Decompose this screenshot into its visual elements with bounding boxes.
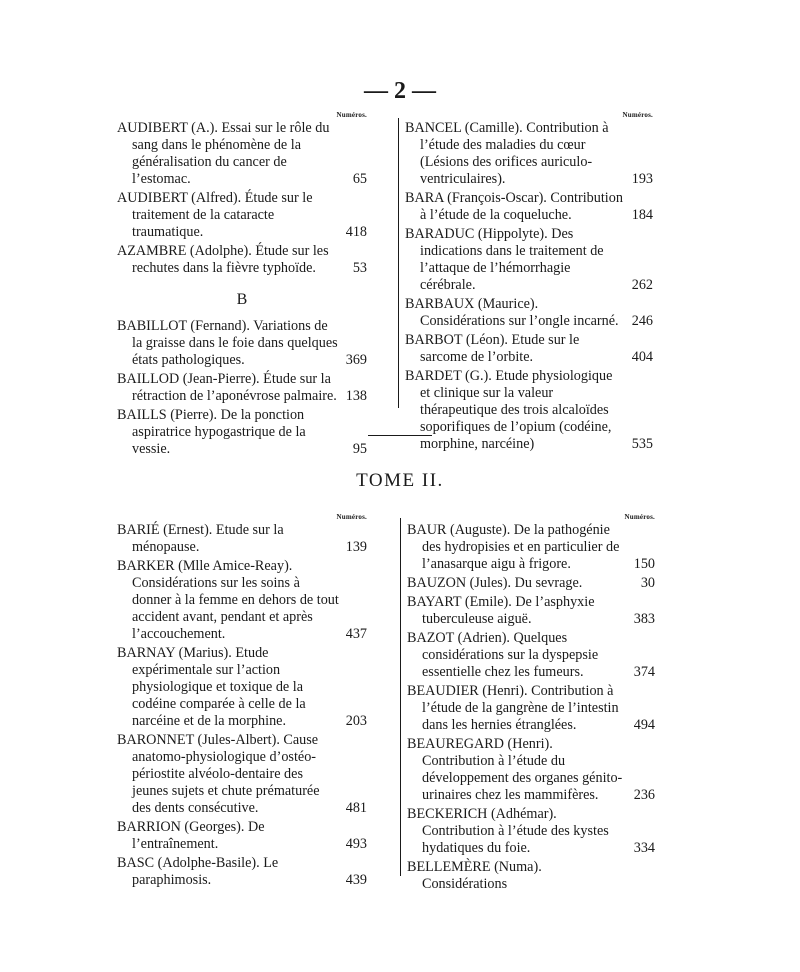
numeros-label: Numéros. [336, 513, 367, 521]
entry-text: BARBOT (Léon). Etude sur le sarcome de l’orbite. [405, 332, 580, 365]
entry-text: BAUZON (Jules). Du sevrage. [407, 575, 583, 591]
entry-number: 493 [345, 836, 367, 852]
entry-text: BARBAUX (Maurice). Considérations sur l’ongle incarné. [405, 296, 619, 329]
entry-text: BASC (Adolphe-Basile). Le paraphimosis. [117, 855, 279, 888]
entry-text: AZAMBRE (Adolphe). Étude sur les rechutes dans la fièvre typhoïde. [117, 243, 329, 276]
entry-number: 437 [345, 626, 367, 642]
entry-text: BECKERICH (Adhémar). Contribution à l’étude des kystes hydatiques du foie. [407, 806, 609, 856]
entry-text: BARNAY (Marius). Etude expérimentale sur l’action physiologique et toxique de la codéine comparée à celle de la narcéine et de la morphine. [117, 645, 306, 729]
entry-number: 236 [633, 787, 655, 803]
index-entry [407, 630, 655, 681]
entry-number: 535 [631, 436, 653, 452]
entry-text: BEAUDIER (Henri). Contribution à l’étude de la gangrène de l’intestin dans les hernies étranglées. [407, 683, 619, 733]
page-number: — 2 — [364, 78, 436, 104]
entry-number: 193 [631, 171, 653, 187]
index-entry [405, 296, 653, 330]
entry-text: BANCEL (Camille). Contribution à l’étude des maladies du cœur (Lésions des orifices auriculo-ventriculaires). [405, 120, 609, 187]
entry-text: BEAUREGARD (Henri). Contribution à l’étude du développement des organes génito-urinaires chez les mammifères. [407, 736, 623, 803]
index-entry [407, 594, 655, 628]
entry-number: 203 [345, 713, 367, 729]
tome-title: TOME II. [356, 470, 444, 491]
entry-text: AUDIBERT (Alfred). Étude sur le traitement de la cataracte traumatique. [117, 190, 313, 240]
entry-text: BAYART (Emile). De l’asphyxie tuberculeuse aiguë. [407, 594, 595, 627]
entry-number: 246 [631, 313, 653, 329]
index-entry [117, 371, 367, 405]
index-entry [407, 683, 655, 734]
entry-number: 369 [345, 352, 367, 368]
entry-number: 439 [345, 872, 367, 888]
entry-number: 374 [633, 664, 655, 680]
index-entry [117, 522, 367, 556]
entry-text: BARONNET (Jules-Albert). Cause anatomo-physiologique d’ostéo-périostite alvéolo-dentaire des jeunes sujets et chute prématurée des dents consécutive. [117, 732, 320, 816]
index-column-top-left [117, 110, 367, 460]
index-entry [117, 190, 367, 241]
column-divider-bottom [400, 518, 401, 876]
entry-number: 383 [633, 611, 655, 627]
entry-text: BAUR (Auguste). De la pathogénie des hydropisies et en particulier de l’anasarque aigu à frigore. [407, 522, 620, 572]
index-entry [117, 645, 367, 730]
index-entry [407, 575, 655, 592]
entry-text: BAILLOD (Jean-Pierre). Étude sur la rétraction de l’aponévrose palmaire. [117, 371, 337, 404]
section-letter-b: B [236, 291, 248, 308]
index-entry [405, 190, 653, 224]
entry-number: 494 [633, 717, 655, 733]
index-entry [407, 806, 655, 857]
entry-number: 53 [352, 260, 367, 276]
entry-number: 138 [345, 388, 367, 404]
entry-number: 404 [631, 349, 653, 365]
index-entry [405, 226, 653, 294]
index-entry [117, 407, 367, 458]
index-column-top-right [405, 110, 653, 455]
entry-number: 150 [633, 556, 655, 572]
entry-text: BARIÉ (Ernest). Etude sur la ménopause. [117, 522, 284, 555]
index-entry [117, 558, 367, 643]
index-entry [407, 736, 655, 804]
entry-text: BAILLS (Pierre). De la ponction aspiratrice hypogastrique de la vessie. [117, 407, 306, 457]
column-divider-top [398, 118, 399, 408]
entry-text: BAZOT (Adrien). Quelques considérations sur la dyspepsie essentielle chez les fumeurs. [407, 630, 599, 680]
entry-text: AUDIBERT (A.). Essai sur le rôle du sang dans le phénomène de la généralisation du cancer de l’estomac. [117, 120, 330, 187]
entry-number: 139 [345, 539, 367, 555]
entry-number: 481 [345, 800, 367, 816]
index-entry [117, 120, 367, 188]
index-column-bottom-right [407, 512, 655, 895]
entry-text: BABILLOT (Fernand). Variations de la graisse dans le foie dans quelques états pathologiques. [117, 318, 338, 368]
index-entry [117, 318, 367, 369]
section-divider [368, 435, 432, 436]
index-entry [407, 859, 655, 893]
entry-number: 30 [640, 575, 655, 591]
index-entry [405, 368, 653, 453]
index-entry [117, 732, 367, 817]
entry-number: 65 [352, 171, 367, 187]
numeros-label: Numéros. [622, 111, 653, 119]
entry-text: BARKER (Mlle Amice-Reay). Considérations sur les soins à donner à la femme en dehors de tout accident avant, pendant et après l’accouchement. [117, 558, 339, 642]
index-entry [405, 120, 653, 188]
entry-text: BELLEMÈRE (Numa). Considérations [407, 859, 542, 892]
index-column-bottom-left [117, 512, 367, 891]
entry-number: 184 [631, 207, 653, 223]
entry-number: 334 [633, 840, 655, 856]
index-entry [405, 332, 653, 366]
entry-text: BARADUC (Hippolyte). Des indications dans le traitement de l’attaque de l’hémorrhagie cérébrale. [405, 226, 604, 293]
entry-text: BARDET (G.). Etude physiologique et clinique sur la valeur thérapeutique des trois alcaloïdes soporifiques de l’opium (codéine, morphine, narcéine) [405, 368, 613, 452]
entry-text: BARRION (Georges). De l’entraînement. [117, 819, 265, 852]
index-entry [117, 243, 367, 277]
entry-text: BARA (François-Oscar). Contribution à l’étude de la coqueluche. [405, 190, 623, 223]
index-entry [117, 855, 367, 889]
numeros-label: Numéros. [336, 111, 367, 119]
index-entry [407, 522, 655, 573]
entry-number: 418 [345, 224, 367, 240]
numeros-label: Numéros. [624, 513, 655, 521]
entry-number: 95 [352, 441, 367, 457]
index-entry [117, 819, 367, 853]
entry-number: 262 [631, 277, 653, 293]
